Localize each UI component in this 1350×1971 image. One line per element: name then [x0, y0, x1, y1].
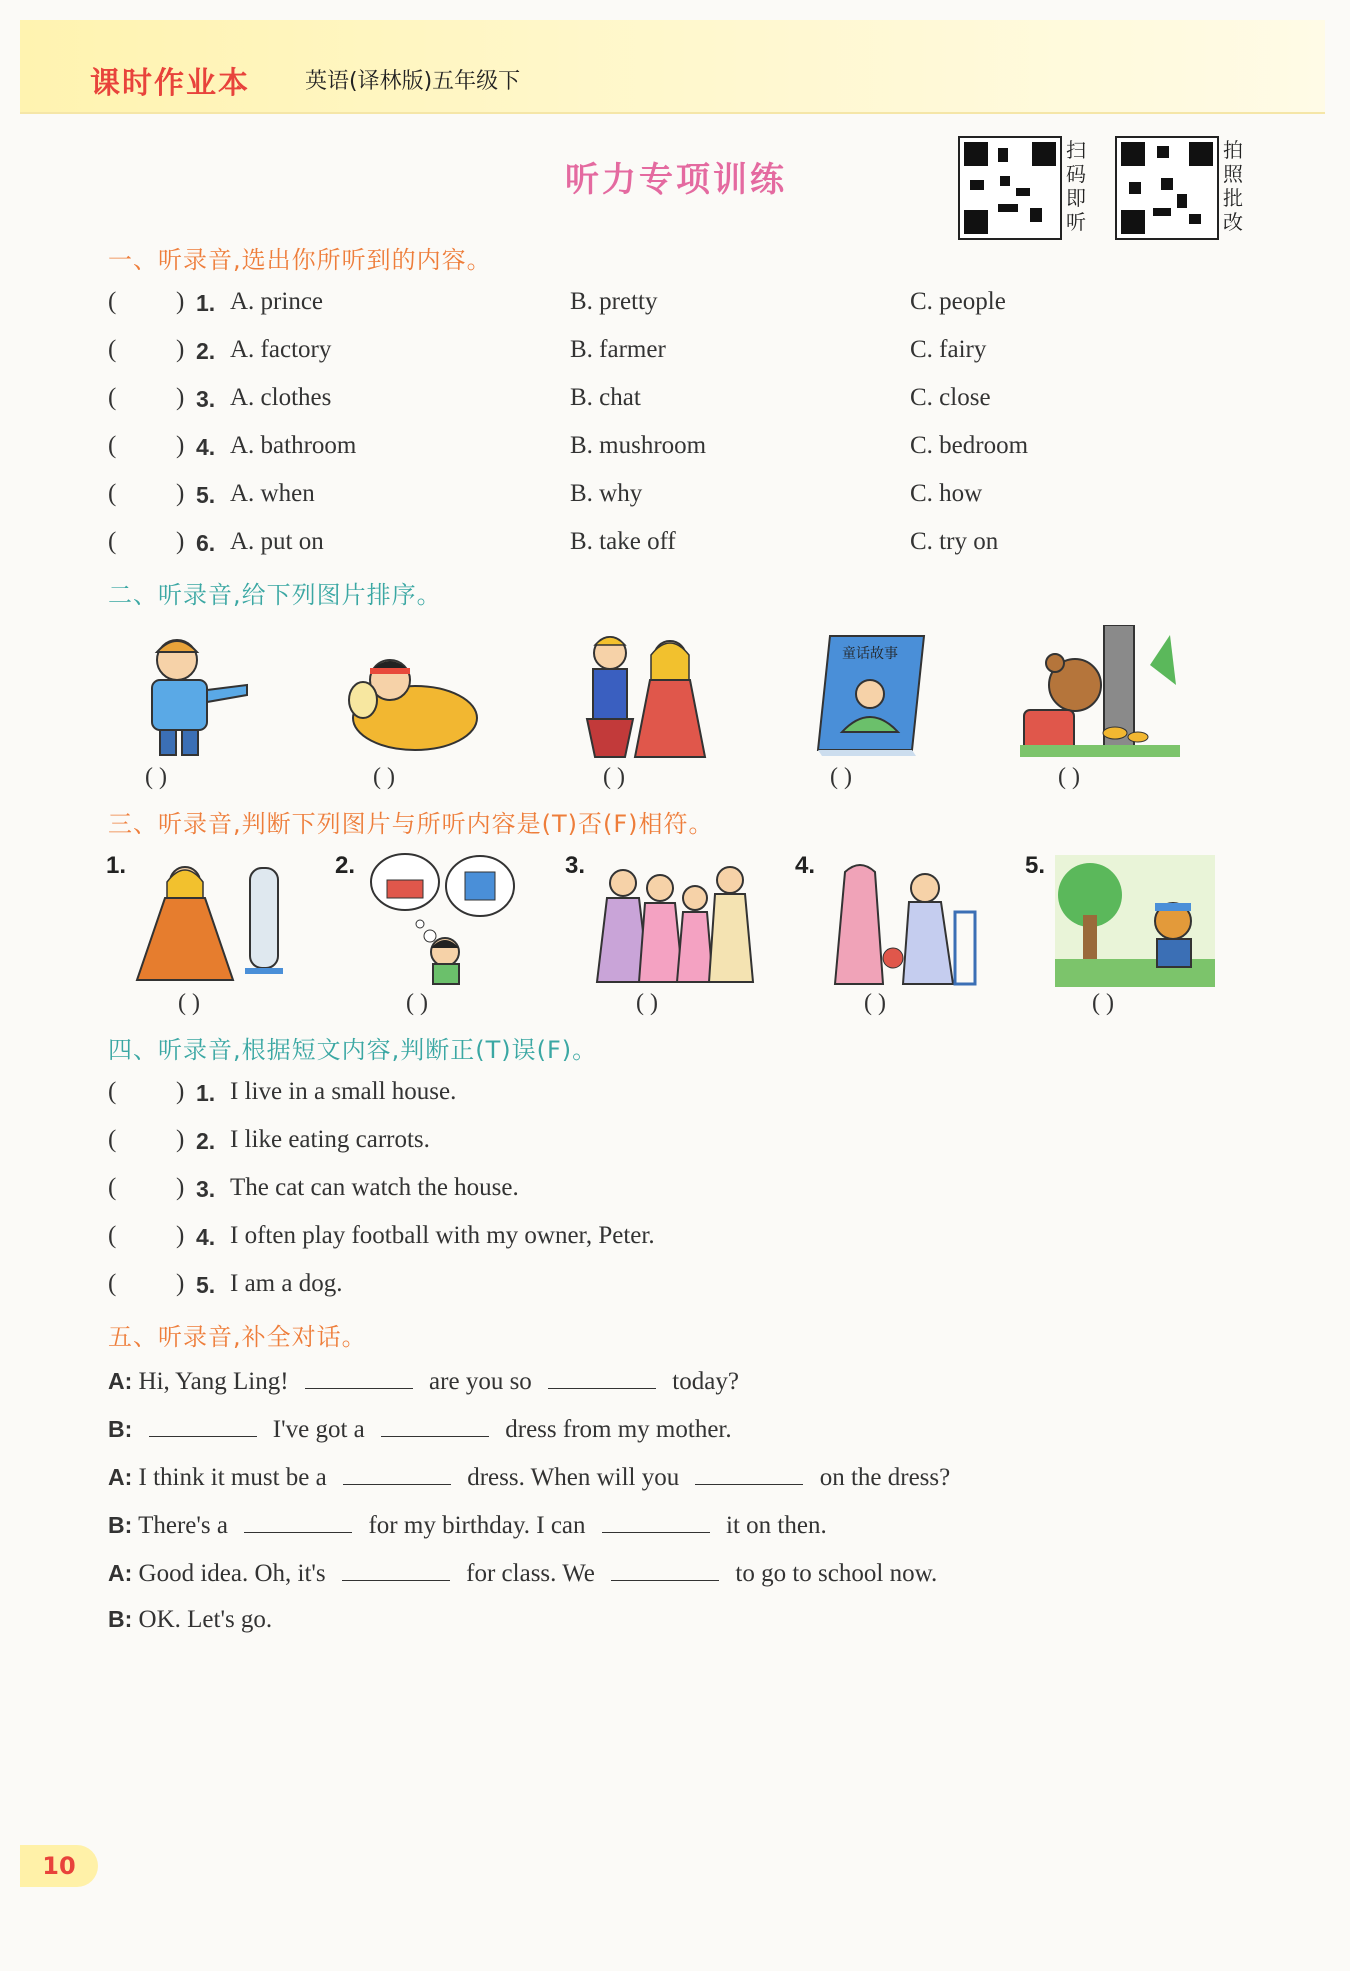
picture-girls-group [595, 858, 755, 988]
item-number: 4. [196, 434, 216, 460]
item-number: 3. [196, 1176, 216, 1202]
s4-item-3 [108, 1174, 1228, 1208]
answer-paren-open[interactable]: ( [108, 1270, 117, 1297]
answer-paren-close: ) [176, 432, 185, 459]
picture-girl-at-mirror [135, 858, 295, 986]
option-c: C. bedroom [910, 432, 1029, 459]
qr-code-photo[interactable] [1115, 136, 1219, 240]
fill-blank[interactable] [611, 1558, 719, 1581]
answer-paren-open[interactable]: ( [108, 432, 117, 459]
fill-blank[interactable] [381, 1414, 489, 1437]
speaker: B: [108, 1512, 133, 1538]
fill-blank[interactable] [602, 1510, 710, 1533]
answer-paren-close: ) [176, 1126, 185, 1153]
picture-boy-in-sleeping-bag [345, 640, 480, 760]
dialogue-text: to go to school now. [735, 1560, 938, 1587]
section-1-heading: 一、听录音,选出你所听到的内容。 [108, 246, 492, 274]
answer-paren-open[interactable]: ( [108, 384, 117, 411]
option-a: A. factory [230, 336, 332, 363]
dialogue-text: There's a [138, 1512, 228, 1539]
fill-blank[interactable] [695, 1462, 803, 1485]
item-number: 2. [196, 338, 216, 364]
picture-bear-in-forest [1055, 855, 1215, 987]
item-number: 6. [196, 530, 216, 556]
option-b: B. why [570, 480, 643, 507]
picture-prince-and-princess [565, 625, 715, 760]
answer-paren-open[interactable]: ( [108, 288, 117, 315]
section-5-heading: 五、听录音,补全对话。 [108, 1323, 367, 1351]
tf-blank-4[interactable]: ( ) [864, 990, 886, 1016]
section-3-heading: 三、听录音,判断下列图片与所听内容是(T)否(F)相符。 [108, 810, 714, 838]
item-number: 1. [196, 290, 216, 316]
dialogue-text: it on then. [726, 1512, 827, 1539]
dialogue-text: are you so [429, 1368, 532, 1395]
tf-blank-1[interactable]: ( ) [178, 990, 200, 1016]
answer-paren-close: ) [176, 1270, 185, 1297]
answer-paren-open[interactable]: ( [108, 1222, 117, 1249]
statement-text: I am a dog. [230, 1270, 343, 1297]
statement-text: I live in a small house. [230, 1078, 457, 1105]
dialogue-text: dress from my mother. [505, 1416, 732, 1443]
option-a: A. prince [230, 288, 324, 315]
dialogue-line-4 [108, 1510, 827, 1540]
s1-item-3 [108, 384, 1228, 418]
answer-paren-open[interactable]: ( [108, 528, 117, 555]
book-title: 童话故事 [842, 646, 898, 662]
dialogue-line-1 [108, 1366, 739, 1396]
s1-item-6 [108, 528, 1228, 562]
answer-paren-close: ) [176, 336, 185, 363]
s1-item-5 [108, 480, 1228, 514]
option-c: C. try on [910, 528, 999, 555]
fill-blank[interactable] [342, 1558, 450, 1581]
answer-paren-close: ) [176, 1174, 185, 1201]
answer-paren-open[interactable]: ( [108, 1126, 117, 1153]
item-number: 5. [196, 1272, 216, 1298]
qr-scan-label: 扫码即听 [1066, 138, 1086, 234]
answer-paren-open[interactable]: ( [108, 480, 117, 507]
picture-fairy-tale-book [812, 632, 932, 757]
dialogue-text: dress. When will you [467, 1464, 680, 1491]
s1-item-2 [108, 336, 1228, 370]
order-blank-5[interactable]: ( ) [1058, 764, 1080, 790]
dialogue-text: I think it must be a [138, 1464, 327, 1491]
s4-item-2 [108, 1126, 1228, 1160]
option-c: C. how [910, 480, 983, 507]
answer-paren-close: ) [176, 528, 185, 555]
picture-boy-thinking-cake-gift [365, 852, 525, 987]
option-c: C. close [910, 384, 991, 411]
dialogue-line-6 [108, 1606, 272, 1634]
item-number: 1. [196, 1080, 216, 1106]
option-c: C. fairy [910, 336, 987, 363]
dialogue-text: Hi, Yang Ling! [138, 1368, 289, 1395]
order-blank-1[interactable]: ( ) [145, 764, 167, 790]
speaker: B: [108, 1416, 133, 1442]
picture-boy-putting-on-jacket [122, 630, 257, 760]
section-4-heading: 四、听录音,根据短文内容,判断正(T)误(F)。 [108, 1036, 598, 1064]
picture-label-4: 4. [795, 852, 816, 879]
dialogue-text: I've got a [272, 1416, 365, 1443]
dialogue-text: Good idea. Oh, it's [138, 1560, 326, 1587]
item-number: 4. [196, 1224, 216, 1250]
s4-item-5 [108, 1270, 1228, 1304]
tf-blank-5[interactable]: ( ) [1092, 990, 1114, 1016]
answer-paren-open[interactable]: ( [108, 1078, 117, 1105]
answer-paren-close: ) [176, 288, 185, 315]
fill-blank[interactable] [149, 1414, 257, 1437]
answer-paren-open[interactable]: ( [108, 1174, 117, 1201]
dialogue-text: today? [672, 1368, 739, 1395]
page-number: 10 [20, 1845, 98, 1887]
option-b: B. farmer [570, 336, 666, 363]
item-number: 5. [196, 482, 216, 508]
picture-bear-and-mushrooms [1020, 625, 1180, 760]
answer-paren-close: ) [176, 1078, 185, 1105]
option-a: A. clothes [230, 384, 332, 411]
picture-label-2: 2. [335, 852, 356, 879]
option-c: C. people [910, 288, 1006, 315]
option-a: A. put on [230, 528, 324, 555]
brand-title: 课时作业本 [90, 66, 250, 101]
picture-label-1: 1. [106, 852, 127, 879]
option-b: B. take off [570, 528, 676, 555]
tf-blank-3[interactable]: ( ) [636, 990, 658, 1016]
qr-code-listen[interactable] [958, 136, 1062, 240]
statement-text: I like eating carrots. [230, 1126, 430, 1153]
dialogue-line-2 [108, 1414, 732, 1444]
book-subtitle: 英语(译林版)五年级下 [305, 69, 521, 94]
order-blank-4[interactable]: ( ) [830, 764, 852, 790]
answer-paren-close: ) [176, 480, 185, 507]
tf-blank-2[interactable]: ( ) [406, 990, 428, 1016]
order-blank-3[interactable]: ( ) [603, 764, 625, 790]
dialogue-text: on the dress? [819, 1464, 951, 1491]
order-blank-2[interactable]: ( ) [373, 764, 395, 790]
fill-blank[interactable] [305, 1366, 413, 1389]
picture-label-3: 3. [565, 852, 586, 879]
dialogue-line-3 [108, 1462, 950, 1492]
option-b: B. chat [570, 384, 641, 411]
fill-blank[interactable] [548, 1366, 656, 1389]
dialogue-text: OK. Let's go. [138, 1606, 273, 1633]
statement-text: I often play football with my owner, Peter. [230, 1222, 655, 1249]
s1-item-4 [108, 432, 1228, 466]
qr-photo-label: 拍照批改 [1223, 138, 1243, 234]
s4-item-4 [108, 1222, 1228, 1256]
option-b: B. mushroom [570, 432, 707, 459]
speaker: A: [108, 1368, 133, 1394]
option-a: A. when [230, 480, 315, 507]
dialogue-text: for my birthday. I can [368, 1512, 586, 1539]
dialogue-line-5 [108, 1558, 937, 1588]
s1-item-1 [108, 288, 1228, 322]
speaker: A: [108, 1560, 133, 1586]
dialogue-text: for class. We [466, 1560, 595, 1587]
s4-item-1 [108, 1078, 1228, 1112]
picture-label-5: 5. [1025, 852, 1046, 879]
speaker: A: [108, 1464, 133, 1490]
option-b: B. pretty [570, 288, 658, 315]
section-2-heading: 二、听录音,给下列图片排序。 [108, 581, 442, 609]
option-a: A. bathroom [230, 432, 357, 459]
fill-blank[interactable] [244, 1510, 352, 1533]
item-number: 3. [196, 386, 216, 412]
page-title: 听力专项训练 [565, 160, 787, 200]
statement-text: The cat can watch the house. [230, 1174, 519, 1201]
answer-paren-open[interactable]: ( [108, 336, 117, 363]
speaker: B: [108, 1606, 133, 1632]
item-number: 2. [196, 1128, 216, 1154]
fill-blank[interactable] [343, 1462, 451, 1485]
answer-paren-close: ) [176, 1222, 185, 1249]
answer-paren-close: ) [176, 384, 185, 411]
picture-old-woman-and-girl [825, 862, 985, 987]
